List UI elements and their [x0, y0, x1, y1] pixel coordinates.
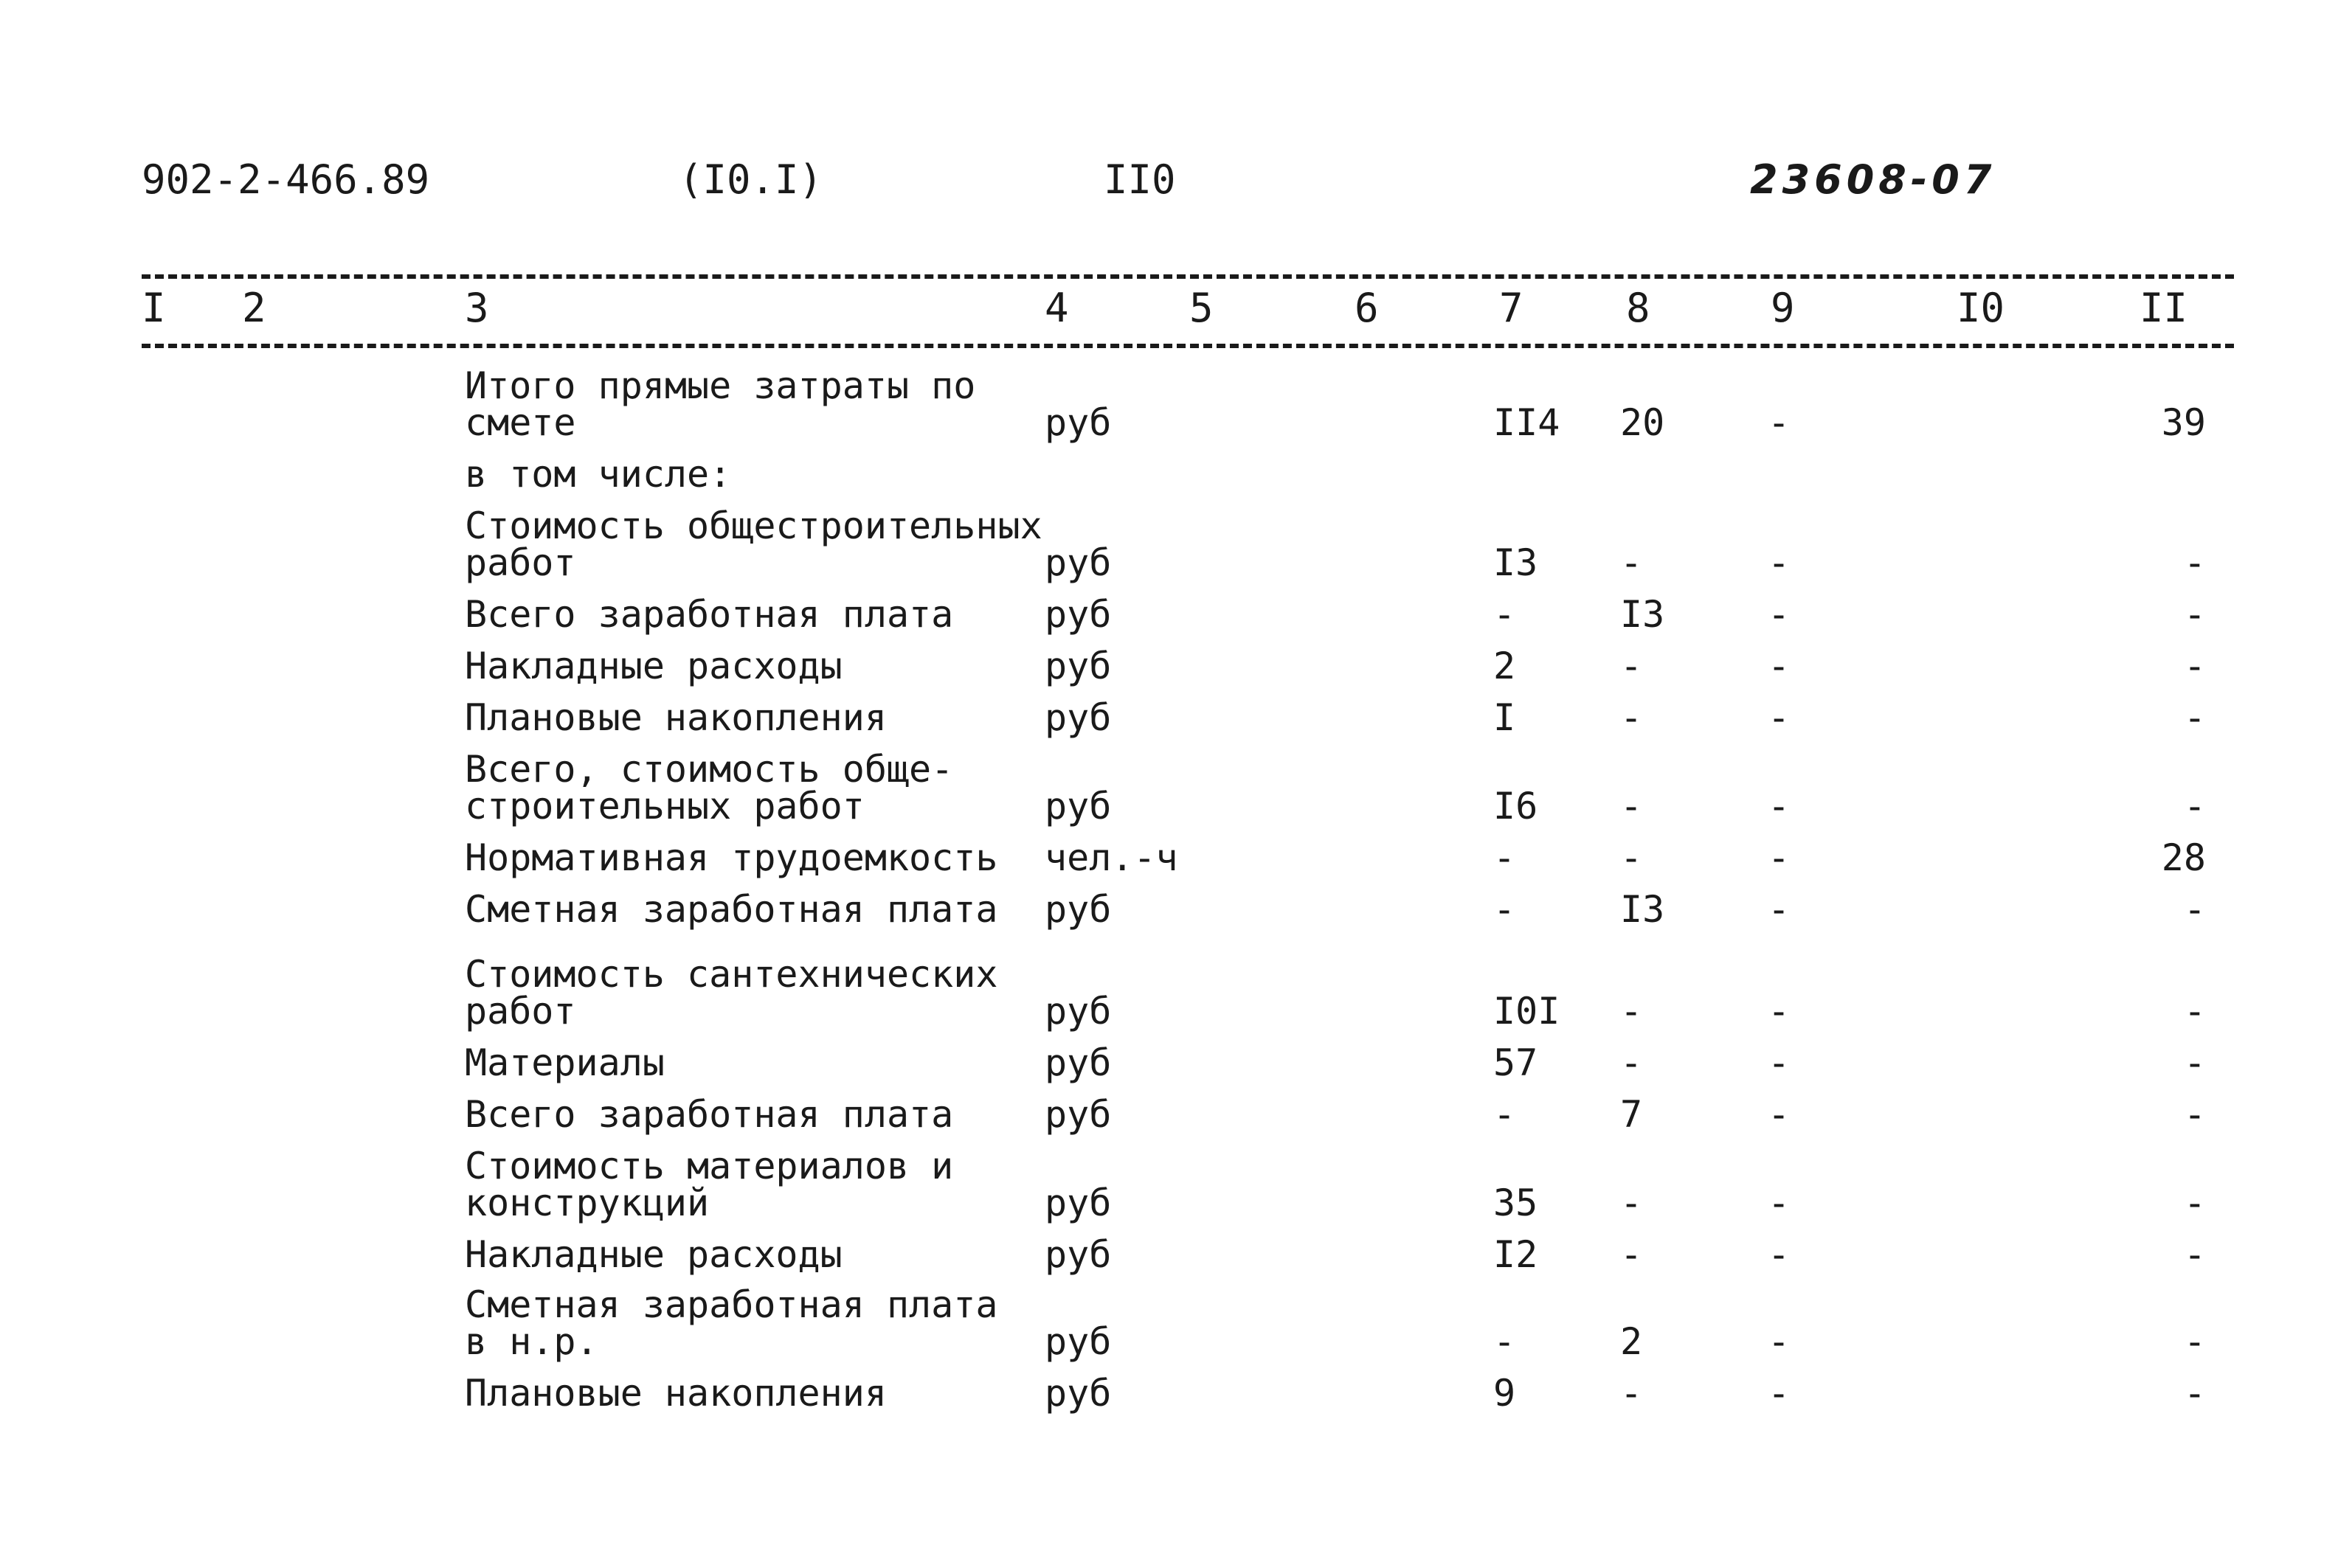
row-col8-value: -	[1620, 785, 1643, 828]
row-name: Стоимость материалов и конструкций	[465, 1145, 954, 1224]
row-col11-value: 39	[2161, 401, 2206, 444]
row-col7-value: 57	[1493, 1041, 1538, 1084]
row-unit: руб	[1045, 401, 1112, 444]
row-col11-value: -	[2183, 1320, 2206, 1363]
row-unit: руб	[1045, 696, 1112, 739]
row-col11-value: -	[2183, 785, 2206, 828]
row-col8-value: 7	[1620, 1093, 1643, 1136]
row-name: Накладные расходы	[465, 645, 843, 687]
row-unit: чел.-ч	[1045, 836, 1178, 879]
row-col7-value: I	[1493, 696, 1516, 739]
row-col7-value: I3	[1493, 541, 1538, 584]
column-number-10: I0	[1957, 285, 2005, 331]
column-number-4: 4	[1045, 285, 1069, 331]
column-number-7: 7	[1499, 285, 1523, 331]
column-number-9: 9	[1771, 285, 1795, 331]
row-col11-value: -	[2183, 1041, 2206, 1084]
row-col8-value: -	[1620, 836, 1643, 879]
row-col9-value: -	[1768, 990, 1791, 1033]
row-col8-value: -	[1620, 696, 1643, 739]
column-number-5: 5	[1189, 285, 1214, 331]
row-col9-value: -	[1768, 401, 1791, 444]
row-col7-value: -	[1493, 1093, 1516, 1136]
sheet-number: 23608-07	[1750, 156, 1996, 203]
row-unit: руб	[1045, 1182, 1112, 1224]
row-col11-value: 28	[2161, 836, 2206, 879]
row-col9-value: -	[1768, 1233, 1791, 1276]
row-col11-value: -	[2183, 888, 2206, 931]
row-unit: руб	[1045, 785, 1112, 828]
row-col9-value: -	[1768, 1372, 1791, 1415]
row-name: Плановые накопления	[465, 696, 887, 739]
row-name: Материалы	[465, 1041, 665, 1084]
row-col11-value: -	[2183, 1182, 2206, 1224]
row-unit: руб	[1045, 990, 1112, 1033]
row-col8-value: -	[1620, 541, 1643, 584]
column-number-6: 6	[1355, 285, 1379, 331]
column-number-8: 8	[1626, 285, 1650, 331]
row-name: Сметная заработная плата в н.р.	[465, 1283, 998, 1363]
row-col9-value: -	[1768, 1182, 1791, 1224]
row-col9-value: -	[1768, 593, 1791, 636]
column-number-11: II	[2140, 285, 2188, 331]
row-col11-value: -	[2183, 696, 2206, 739]
row-col7-value: I2	[1493, 1233, 1538, 1276]
row-col8-value: -	[1620, 1182, 1643, 1224]
row-name: Всего, стоимость обще- строительных работ	[465, 748, 954, 828]
row-col7-value: II4	[1493, 401, 1560, 444]
row-unit: руб	[1045, 1320, 1112, 1363]
row-col9-value: -	[1768, 1041, 1791, 1084]
row-col11-value: -	[2183, 1093, 2206, 1136]
row-col7-value: I6	[1493, 785, 1538, 828]
row-col8-value: -	[1620, 990, 1643, 1033]
row-name: в том числе:	[465, 453, 732, 496]
row-col8-value: 2	[1620, 1320, 1643, 1363]
row-unit: руб	[1045, 593, 1112, 636]
row-unit: руб	[1045, 541, 1112, 584]
row-col11-value: -	[2183, 1372, 2206, 1415]
row-name: Стоимость общестроительных работ	[465, 504, 1042, 584]
row-col8-value: -	[1620, 1233, 1643, 1276]
row-col7-value: 2	[1493, 645, 1516, 687]
row-col7-value: -	[1493, 836, 1516, 879]
row-col7-value: -	[1493, 1320, 1516, 1363]
row-col11-value: -	[2183, 990, 2206, 1033]
row-col9-value: -	[1768, 541, 1791, 584]
row-unit: руб	[1045, 1233, 1112, 1276]
row-col7-value: 9	[1493, 1372, 1516, 1415]
row-col8-value: -	[1620, 1372, 1643, 1415]
row-name: Всего заработная плата	[465, 593, 954, 636]
row-col8-value: I3	[1620, 888, 1665, 931]
row-unit: руб	[1045, 1372, 1112, 1415]
row-col9-value: -	[1768, 888, 1791, 931]
row-col9-value: -	[1768, 836, 1791, 879]
row-col8-value: I3	[1620, 593, 1665, 636]
row-col9-value: -	[1768, 696, 1791, 739]
row-name: Всего заработная плата	[465, 1093, 954, 1136]
row-name: Стоимость сантехнических работ	[465, 953, 998, 1033]
row-col7-value: I0I	[1493, 990, 1560, 1033]
row-col8-value: -	[1620, 645, 1643, 687]
row-unit: руб	[1045, 1093, 1112, 1136]
row-col11-value: -	[2183, 541, 2206, 584]
row-name: Плановые накопления	[465, 1372, 887, 1415]
row-unit: руб	[1045, 1041, 1112, 1084]
row-col7-value: 35	[1493, 1182, 1538, 1224]
row-col8-value: 20	[1620, 401, 1665, 444]
row-col11-value: -	[2183, 593, 2206, 636]
column-number-1: I	[142, 285, 166, 331]
row-col7-value: -	[1493, 888, 1516, 931]
column-number-2: 2	[242, 285, 266, 331]
document-code: 902-2-466.89	[142, 156, 430, 203]
row-col9-value: -	[1768, 785, 1791, 828]
row-name: Итого прямые затраты по смете	[465, 364, 976, 444]
row-col9-value: -	[1768, 645, 1791, 687]
row-col7-value: -	[1493, 593, 1516, 636]
row-col11-value: -	[2183, 645, 2206, 687]
row-name: Нормативная трудоемкость	[465, 836, 998, 879]
section-number: (I0.I)	[679, 156, 823, 203]
row-unit: руб	[1045, 888, 1112, 931]
row-col9-value: -	[1768, 1320, 1791, 1363]
row-col9-value: -	[1768, 1093, 1791, 1136]
column-number-3: 3	[465, 285, 489, 331]
row-col11-value: -	[2183, 1233, 2206, 1276]
page-number: II0	[1104, 156, 1176, 203]
row-unit: руб	[1045, 645, 1112, 687]
row-col8-value: -	[1620, 1041, 1643, 1084]
row-name: Сметная заработная плата	[465, 888, 998, 931]
row-name: Накладные расходы	[465, 1233, 843, 1276]
